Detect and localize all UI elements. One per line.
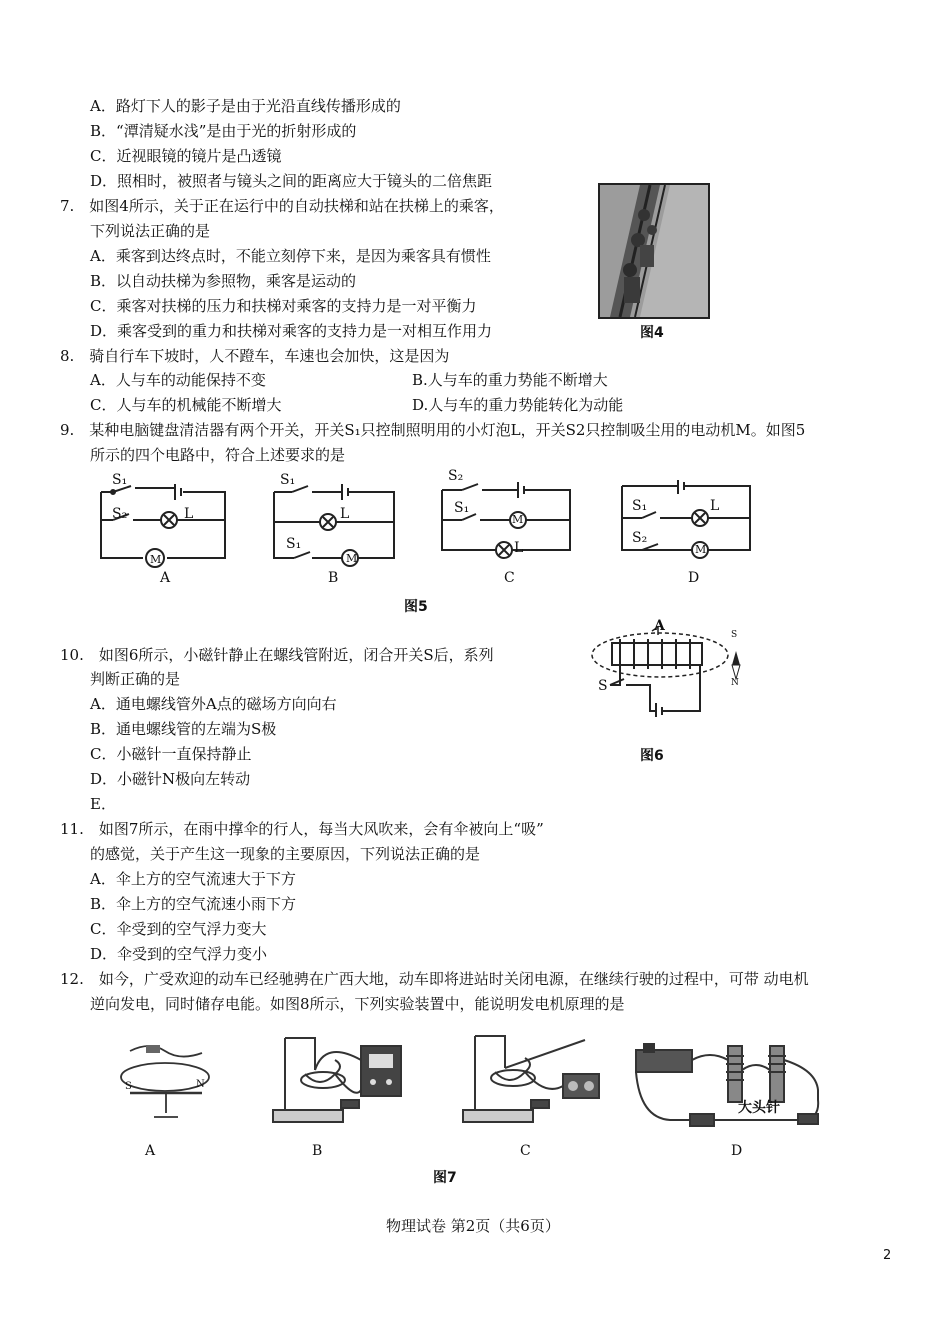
circuit-c-label: C <box>504 570 515 586</box>
q11-stem-line2: 的感觉，关于产生这一现象的主要原因，下列说法正确的是 <box>90 845 481 863</box>
circuit-c-s2: S₂ <box>448 468 464 484</box>
circuit-b <box>270 478 400 568</box>
circuit-a-motor-label: M <box>150 553 162 566</box>
q8-option-b: B.人与车的重力势能不断增大 <box>412 371 608 389</box>
circuit-c-s1: S₁ <box>454 500 470 516</box>
circuit-b-s1: S₁ <box>280 472 296 488</box>
page-footer: 物理试卷 第2页（共6页） <box>386 1217 560 1235</box>
q12-stem-line2: 逆向发电，同时储存电能。如图8所示，下列实验装置中，能说明发电机原理的是 <box>90 995 625 1013</box>
q10-option-b: B．通电螺线管的左端为S极 <box>90 720 277 738</box>
q10-stem-line1: 10. 如图6所示，小磁针静止在螺线管附近，闭合开关S后，系列 <box>60 646 494 664</box>
circuit-d-lamp: L <box>710 498 720 514</box>
q6-option-c: C．近视眼镜的镜片是凸透镜 <box>90 147 282 165</box>
circuit-d-motor-label: M <box>695 543 707 556</box>
q10-option-c: C．小磁针一直保持静止 <box>90 745 252 763</box>
apparatus-b-label: B <box>312 1143 323 1159</box>
q11-option-b: B．伞上方的空气流速小雨下方 <box>90 895 297 913</box>
q7-stem-line2: 下列说法正确的是 <box>90 222 211 240</box>
circuit-a-lamp: L <box>184 506 194 522</box>
escalator-photo <box>598 183 710 319</box>
q11-option-a: A．伞上方的空气流速大于下方 <box>90 870 296 888</box>
q10-option-a: A．通电螺线管外A点的磁场方向向右 <box>90 695 337 713</box>
circuit-b-s2: S₁ <box>286 536 302 552</box>
circuit-d <box>618 480 758 560</box>
q11-stem-line1: 11. 如图7所示，在雨中撑伞的行人，每当大风吹来，会有伞被向上“吸” <box>60 820 544 838</box>
apparatus-d <box>630 1030 830 1130</box>
q6-option-a: A．路灯下人的影子是由于光沿直线传播形成的 <box>90 97 401 115</box>
circuit-b-motor-label: M <box>346 552 358 565</box>
solenoid-point-a: A <box>654 618 665 634</box>
q7-option-c: C．乘客对扶梯的压力和扶梯对乘客的支持力是一对平衡力 <box>90 297 477 315</box>
circuit-a-s1: S₁ <box>112 472 128 488</box>
q7-option-b: B．以自动扶梯为参照物，乘客是运动的 <box>90 272 357 290</box>
circuit-c-lamp: L <box>514 540 524 556</box>
q7-option-d: D．乘客受到的重力和扶梯对乘客的支持力是一对相互作用力 <box>90 322 493 340</box>
apparatus-c <box>455 1030 605 1130</box>
q8-option-a: A．人与车的动能保持不变 <box>90 371 266 389</box>
apparatus-a-label: A <box>145 1143 156 1159</box>
circuit-d-s1: S₁ <box>632 498 648 514</box>
figure-5-caption: 图5 <box>404 599 428 615</box>
figure-4-caption: 图4 <box>640 325 664 341</box>
page-number: 2 <box>883 1248 892 1263</box>
q8-option-d: D.人与车的重力势能转化为动能 <box>412 396 624 414</box>
circuit-b-label: B <box>328 570 339 586</box>
q11-option-c: C．伞受到的空气浮力变大 <box>90 920 267 938</box>
q8-option-c: C．人与车的机械能不断增大 <box>90 396 282 414</box>
q10-option-d: D．小磁针N极向左转动 <box>90 770 251 788</box>
q6-option-b: B．“潭清疑水浅”是由于光的折射形成的 <box>90 122 357 140</box>
figure-6-caption: 图6 <box>640 748 664 764</box>
q7-stem-line1: 7. 如图4所示，关于正在运行中的自动扶梯和站在扶梯上的乘客， <box>60 197 504 215</box>
q9-stem-line1: 9. 某种电脑键盘清洁器有两个开关，开关S₁只控制照明用的小灯泡L，开关S2只控制吸尘用的电动机M。如图5 <box>60 421 806 439</box>
solenoid-switch-label: S <box>598 678 608 694</box>
solenoid-figure <box>590 625 750 717</box>
circuit-c-motor-label: M <box>512 513 524 526</box>
q12-stem-line1: 12. 如今，广受欢迎的动车已经驰骋在广西大地，动车即将进站时关闭电源，在继续行驶的过程中，可带 动电机 <box>60 970 809 988</box>
circuit-a-s2: S₂ <box>112 506 128 522</box>
q6-option-d: D．照相时，被照者与镜头之间的距离应大于镜头的二倍焦距 <box>90 172 493 190</box>
needle-s-label: S <box>731 630 738 640</box>
q10-option-e: E． <box>90 795 116 813</box>
q9-stem-line2: 所示的四个电路中，符合上述要求的是 <box>90 446 346 464</box>
q10-stem-line2: 判断正确的是 <box>90 670 181 688</box>
figure-7-caption: 图7 <box>433 1170 457 1186</box>
apparatus-a-s-pole: S <box>125 1081 132 1092</box>
needle-n-label: N <box>731 678 739 688</box>
q7-option-a: A．乘客到达终点时，不能立刻停下来，是因为乘客具有惯性 <box>90 247 491 265</box>
circuit-d-s2: S₂ <box>632 530 648 546</box>
apparatus-c-label: C <box>520 1143 531 1159</box>
circuit-c <box>438 478 578 568</box>
apparatus-d-pin-label: 大头针 <box>738 1100 780 1116</box>
q8-stem: 8. 骑自行车下坡时，人不蹬车，车速也会加快，这是因为 <box>60 347 450 365</box>
apparatus-d-label: D <box>731 1143 743 1159</box>
circuit-b-lamp: L <box>340 506 350 522</box>
apparatus-a-n-pole: N <box>196 1079 205 1090</box>
circuit-a-label: A <box>160 570 171 586</box>
apparatus-b <box>265 1030 415 1130</box>
circuit-d-label: D <box>688 570 700 586</box>
q11-option-d: D．伞受到的空气浮力变小 <box>90 945 268 963</box>
